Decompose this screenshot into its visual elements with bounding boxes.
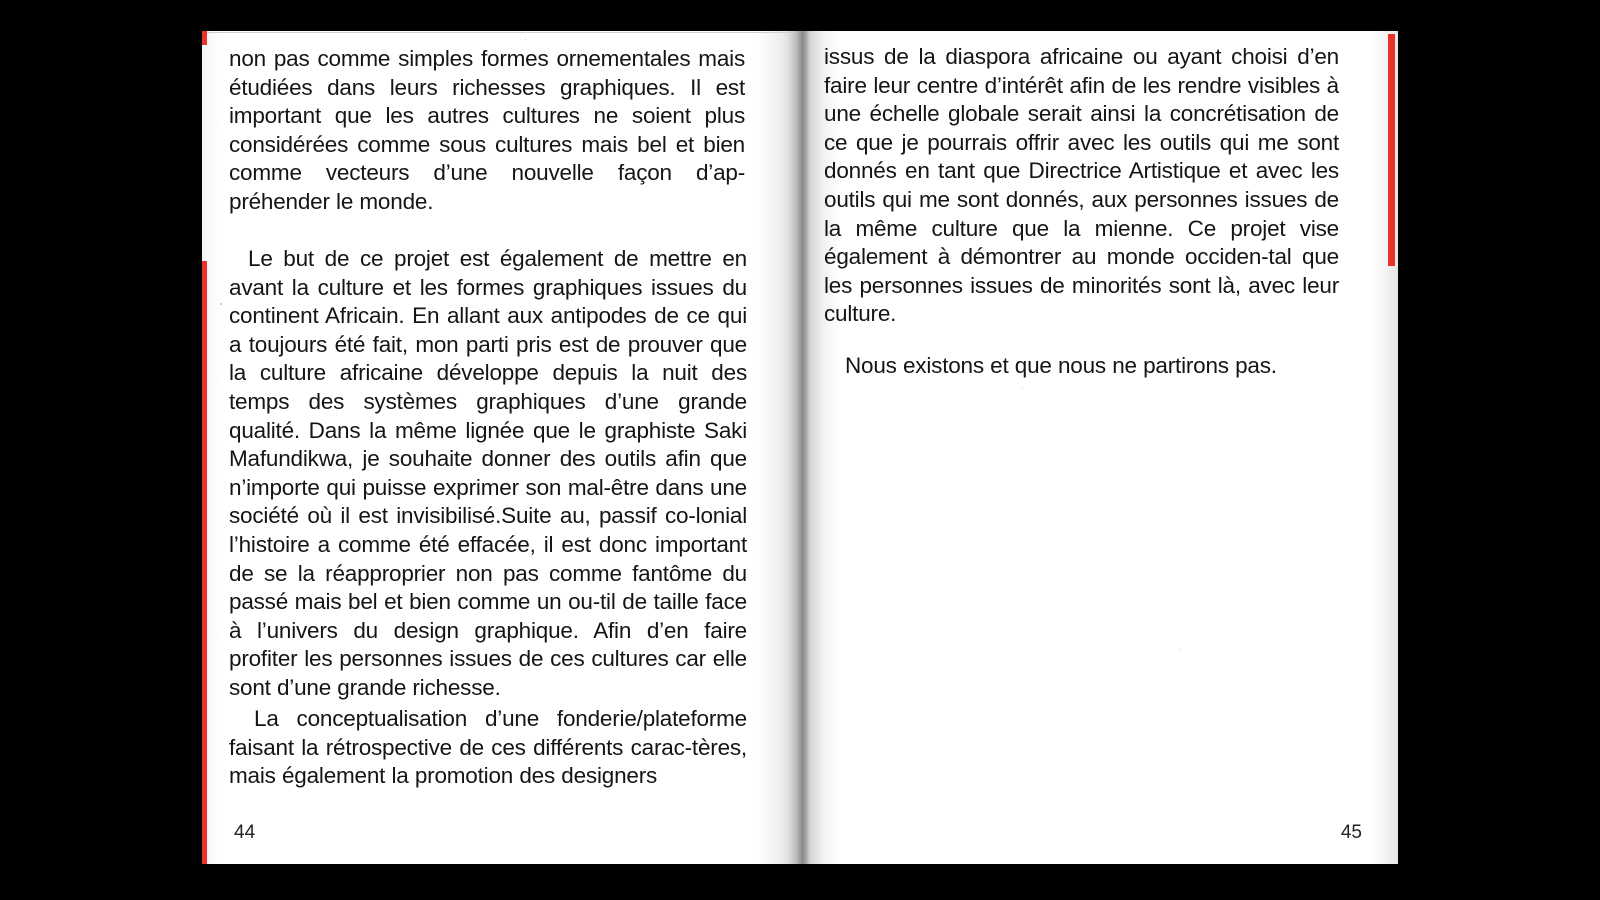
- red-page-edge-top: [202, 31, 207, 45]
- paper-speck: [220, 303, 222, 305]
- paper-speck: [1022, 387, 1023, 388]
- right-paragraph-2: Nous existons et que nous ne partirons pas.: [845, 353, 1277, 378]
- left-paragraph-3: La conceptualisation d’une fonderie/plateforme faisant la rétrospective de ces différents carac-tères, mais également la promotion des designers: [229, 706, 747, 789]
- red-page-edge-right: [1388, 34, 1395, 266]
- top-page-edge: [206, 32, 796, 33]
- red-page-edge: [202, 261, 207, 864]
- left-paragraph-2: Le but de ce projet est également de mettre en avant la culture et les formes graphiques issues du continent Africain. En allant aux antipodes de ce qui a toujours été fait, mon parti pris est de prouver que la culture africaine développe depuis la nuit des temps des systèmes graphiques d’une grande qualité. Dans la même lignée que le graphiste Saki Mafundikwa, je souhaite donner des outils afin que n’importe qui puisse exprimer son mal-être dans une société où il est invisibilisé.Suite au, passif co-lonial l’histoire a comme été effacée, il est donc important de se la réapproprier non pas comme fantôme du passé mais bel et bien comme un ou-til de taille face à l’univers du design graphique. Afin d’en faire profiter les personnes issues de ces cultures car elle sont d’une grande richesse.: [229, 246, 747, 700]
- left-page: [202, 31, 802, 864]
- left-paragraph-1: non pas comme simples formes ornementales mais étudiées dans leurs richesses graphiques. Il est important que les autres cultures ne soient plus considérées comme sous cultures mais bel et bien comme vecteurs d’une nouvelle façon d’ap-préhender le monde.: [229, 46, 745, 214]
- paper-speck: [1180, 649, 1181, 650]
- page-number-right: 45: [1340, 822, 1362, 843]
- right-paragraph-1: issus de la diaspora africaine ou ayant choisi d’en faire leur centre d’intérêt afin de les rendre visibles à une échelle globale serait ainsi la concrétisation de ce que je pourrais offrir avec les outils qui me sont donnés en tant que Directrice Artistique et avec les outils qui me sont donnés, aux personnes issues de la même culture que la mienne. Ce projet vise également à démontrer au monde occiden-tal que les personnes issues de minorités sont là, avec leur culture.: [824, 44, 1339, 327]
- page-number-left: 44: [234, 822, 256, 843]
- open-book-spread: [202, 31, 1398, 864]
- right-page: [802, 31, 1398, 864]
- paper-speck: [525, 39, 526, 40]
